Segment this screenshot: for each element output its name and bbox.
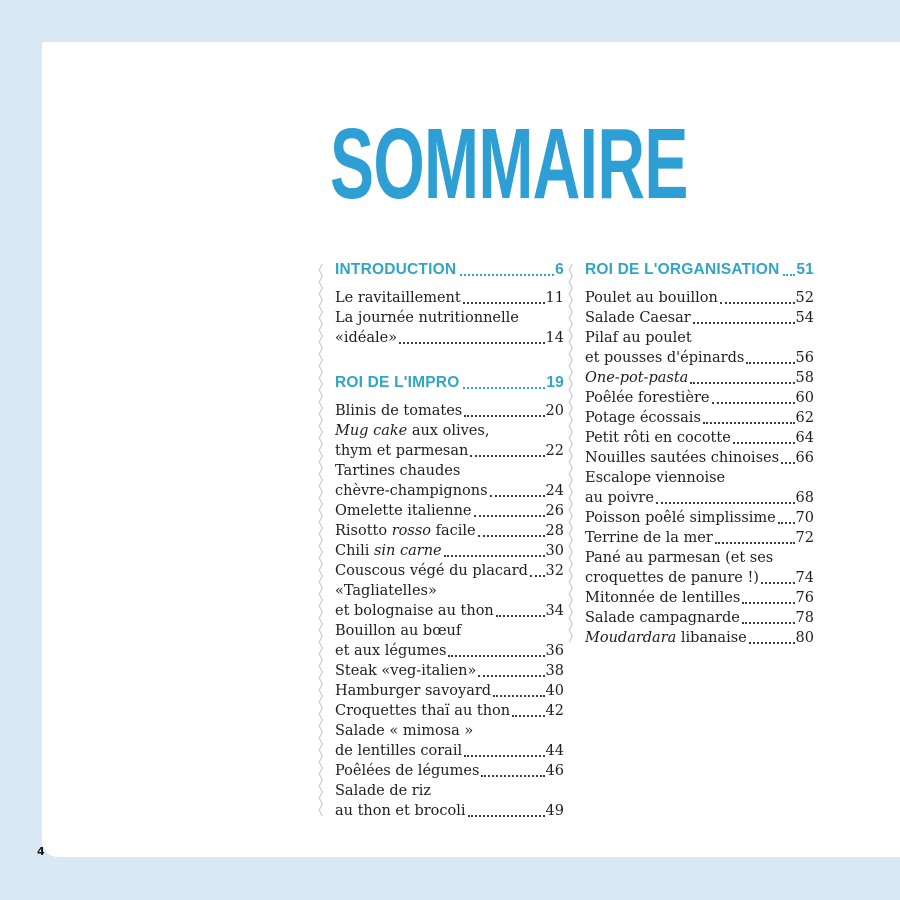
toc-entry <box>335 781 564 821</box>
dot-leader <box>749 642 795 644</box>
toc-entry <box>585 528 814 548</box>
toc-entry-line <box>335 461 564 481</box>
recipe-title: Pilaf au poulet <box>585 330 692 346</box>
section-header <box>585 261 814 279</box>
toc-entry-line <box>585 348 814 368</box>
section-title: ROI DE L'ORGANISATION <box>585 261 780 278</box>
entry-page-ref: 46 <box>545 763 564 779</box>
entry-page-ref: 72 <box>795 530 814 546</box>
entry-page-ref: 60 <box>795 390 814 406</box>
dot-leader <box>496 615 545 617</box>
recipe-title: Mug cake aux olives, <box>335 423 490 439</box>
recipe-title: Tartines chaudes <box>335 463 461 479</box>
recipe-title: et aux légumes <box>335 643 447 659</box>
dot-leader <box>460 274 554 276</box>
dot-leader <box>399 342 544 344</box>
section-title: INTRODUCTION <box>335 261 457 278</box>
dot-leader <box>761 582 795 584</box>
recipe-title: Salade de riz <box>335 783 432 799</box>
toc-entry-line <box>585 468 814 488</box>
dot-leader <box>742 622 795 624</box>
toc-entry-line <box>335 501 564 521</box>
entry-page-ref: 54 <box>795 310 814 326</box>
recipe-title: Chili sin carne <box>335 543 442 559</box>
recipe-title: Couscous végé du placard <box>335 563 528 579</box>
entry-page-ref: 34 <box>545 603 564 619</box>
dot-leader <box>733 442 795 444</box>
toc-entry-line <box>335 761 564 781</box>
dot-leader <box>712 402 795 404</box>
dot-leader <box>703 422 795 424</box>
toc-entry-line <box>335 308 564 328</box>
entry-page-ref: 49 <box>545 803 564 819</box>
entry-page-ref: 44 <box>545 743 564 759</box>
toc-entry-line <box>585 448 814 468</box>
dot-leader <box>468 815 545 817</box>
dot-leader <box>693 322 795 324</box>
toc-entry <box>585 468 814 508</box>
recipe-title: Omelette italienne <box>335 503 472 519</box>
toc-entry-line <box>585 608 814 628</box>
recipe-title: Poulet au bouillon <box>585 290 718 306</box>
entry-page-ref: 56 <box>795 350 814 366</box>
entry-page-ref: 52 <box>795 290 814 306</box>
entry-page-ref: 20 <box>545 403 564 419</box>
entry-page-ref: 26 <box>545 503 564 519</box>
toc-entry-line <box>335 661 564 681</box>
toc-entry-line <box>585 328 814 348</box>
dot-leader <box>444 555 545 557</box>
recipe-title: Steak «veg-italien» <box>335 663 477 679</box>
toc-entry <box>585 628 814 648</box>
recipe-title: au poivre <box>585 490 654 506</box>
recipe-title: Croquettes thaï au thon <box>335 703 511 719</box>
toc-section <box>335 261 564 348</box>
toc-entry <box>585 368 814 388</box>
entry-page-ref: 24 <box>545 483 564 499</box>
toc-entry-line <box>335 701 564 721</box>
toc-section <box>585 261 814 648</box>
toc-entry-line <box>335 481 564 501</box>
entry-page-ref: 74 <box>795 570 814 586</box>
dot-leader <box>720 302 795 304</box>
recipe-title: au thon et brocoli <box>335 803 466 819</box>
entry-page-ref: 78 <box>795 610 814 626</box>
entry-page-ref: 36 <box>545 643 564 659</box>
toc-entry-line <box>585 388 814 408</box>
dot-leader <box>464 755 544 757</box>
recipe-title: et pousses d'épinards <box>585 350 745 366</box>
recipe-title: Poêlées de légumes <box>335 763 480 779</box>
section-page-ref: 19 <box>546 374 564 391</box>
folio-page-number: 4 <box>37 845 45 858</box>
entry-page-ref: 30 <box>545 543 564 559</box>
recipe-title: de lentilles corail <box>335 743 463 759</box>
entry-page-ref: 70 <box>795 510 814 526</box>
recipe-title: Nouilles sautées chinoises <box>585 450 780 466</box>
recipe-title: Salade Caesar <box>585 310 691 326</box>
dot-leader <box>690 382 794 384</box>
dot-leader <box>481 775 544 777</box>
toc-entry-list <box>335 401 564 821</box>
dot-leader <box>463 302 545 304</box>
toc-entry <box>585 608 814 628</box>
recipe-title: Poisson poêlé simplissime <box>585 510 776 526</box>
recipe-title: Hamburger savoyard <box>335 683 492 699</box>
dot-leader <box>715 542 795 544</box>
entry-page-ref: 68 <box>795 490 814 506</box>
toc-entry-line <box>585 628 814 648</box>
dot-leader <box>778 522 795 524</box>
toc-column-right <box>568 261 814 648</box>
toc-column-left <box>318 261 564 821</box>
toc-entry-line <box>335 541 564 561</box>
toc-entry <box>335 761 564 781</box>
entry-page-ref: 28 <box>545 523 564 539</box>
recipe-title: Pané au parmesan (et ses <box>585 550 774 566</box>
toc-entry-line <box>335 288 564 308</box>
toc-entry-line <box>335 401 564 421</box>
recipe-title: Le ravitaillement <box>335 290 461 306</box>
recipe-title: Terrine de la mer <box>585 530 713 546</box>
toc-entry-line <box>335 741 564 761</box>
recipe-title: Poêlée forestière <box>585 390 710 406</box>
toc-entry <box>335 561 564 581</box>
dot-leader <box>530 575 545 577</box>
section-page-ref: 51 <box>796 261 814 278</box>
toc-entry-list <box>585 288 814 648</box>
dot-leader <box>478 535 545 537</box>
entry-page-ref: 80 <box>795 630 814 646</box>
toc-entry-line <box>335 441 564 461</box>
book-page <box>42 42 900 857</box>
toc-entry-line <box>335 721 564 741</box>
entry-page-ref: 64 <box>795 430 814 446</box>
toc-entry <box>335 701 564 721</box>
recipe-title: La journée nutritionnelle <box>335 310 519 326</box>
section-header <box>335 374 564 392</box>
entry-page-ref: 40 <box>545 683 564 699</box>
toc-entry <box>335 621 564 661</box>
entry-page-ref: 58 <box>795 370 814 386</box>
recipe-title: Bouillon au bœuf <box>335 623 462 639</box>
toc-entry <box>585 288 814 308</box>
entry-page-ref: 32 <box>545 563 564 579</box>
dot-leader <box>742 602 794 604</box>
toc-entry <box>335 681 564 701</box>
toc-entry-line <box>335 328 564 348</box>
toc-entry <box>585 548 814 588</box>
dot-leader <box>512 715 544 717</box>
recipe-title: One-pot-pasta <box>585 370 689 386</box>
dot-leader <box>464 415 544 417</box>
toc-entry <box>335 461 564 501</box>
toc-entry <box>585 448 814 468</box>
zigzag-divider <box>318 264 324 818</box>
recipe-title: Potage écossais <box>585 410 701 426</box>
toc-entry-line <box>585 308 814 328</box>
toc-entry-line <box>585 408 814 428</box>
dot-leader <box>490 495 545 497</box>
recipe-title: Moudardara libanaise <box>585 630 747 646</box>
toc-entry-line <box>585 588 814 608</box>
toc-entry-line <box>335 561 564 581</box>
dot-leader <box>474 515 545 517</box>
section-page-ref: 6 <box>555 261 564 278</box>
toc-entry <box>585 388 814 408</box>
dot-leader <box>656 502 795 504</box>
entry-page-ref: 66 <box>795 450 814 466</box>
recipe-title: Salade campagnarde <box>585 610 740 626</box>
dot-leader <box>781 462 795 464</box>
toc-entry-line <box>585 488 814 508</box>
toc-entry-line <box>335 581 564 601</box>
recipe-title: «idéale» <box>335 330 398 346</box>
toc-entry-line <box>585 548 814 568</box>
entry-page-ref: 76 <box>795 590 814 606</box>
toc-entry <box>335 581 564 621</box>
toc-entry <box>335 501 564 521</box>
toc-entry-line <box>585 508 814 528</box>
toc-entry-line <box>585 528 814 548</box>
toc-entry-line <box>335 601 564 621</box>
dot-leader <box>478 675 544 677</box>
toc-entry <box>335 401 564 421</box>
dot-leader <box>493 695 544 697</box>
toc-entry <box>335 288 564 308</box>
toc-entry-line <box>335 781 564 801</box>
toc-entry <box>335 421 564 461</box>
toc-entry-line <box>585 288 814 308</box>
recipe-title: Blinis de tomates <box>335 403 463 419</box>
toc-entry <box>585 308 814 328</box>
entry-page-ref: 22 <box>545 443 564 459</box>
recipe-title: thym et parmesan <box>335 443 469 459</box>
toc-entry-line <box>335 681 564 701</box>
toc-entry-line <box>585 368 814 388</box>
dot-leader <box>783 274 795 276</box>
dot-leader <box>746 362 794 364</box>
toc-entry-line <box>335 421 564 441</box>
toc-entry-line <box>585 428 814 448</box>
recipe-title: Petit rôti en cocotte <box>585 430 731 446</box>
toc-entry-line <box>335 801 564 821</box>
toc-entry <box>335 541 564 561</box>
toc-entry <box>585 428 814 448</box>
toc-entry <box>585 508 814 528</box>
section-title: ROI DE L'IMPRO <box>335 374 460 391</box>
page-title: SOMMAIRE <box>330 108 688 220</box>
entry-page-ref: 62 <box>795 410 814 426</box>
toc-section <box>335 374 564 821</box>
zigzag-divider <box>568 264 574 645</box>
toc-entry-list <box>335 288 564 348</box>
toc-entry-line <box>335 621 564 641</box>
toc-entry <box>585 588 814 608</box>
entry-page-ref: 38 <box>545 663 564 679</box>
toc-entry-line <box>335 641 564 661</box>
toc-entry-line <box>335 521 564 541</box>
toc-entry <box>585 408 814 428</box>
toc-entry <box>335 308 564 348</box>
recipe-title: chèvre-champignons <box>335 483 488 499</box>
entry-page-ref: 11 <box>545 290 564 306</box>
entry-page-ref: 14 <box>545 330 564 346</box>
toc-entry <box>335 521 564 541</box>
recipe-title: Risotto rosso facile <box>335 523 476 539</box>
recipe-title: croquettes de panure !) <box>585 570 759 586</box>
dot-leader <box>448 655 544 657</box>
recipe-title: Mitonnée de lentilles <box>585 590 741 606</box>
dot-leader <box>470 455 544 457</box>
toc-entry-line <box>585 568 814 588</box>
recipe-title: Escalope viennoise <box>585 470 726 486</box>
toc-entry <box>335 721 564 761</box>
toc-entry <box>585 328 814 368</box>
recipe-title: «Tagliatelles» <box>335 583 437 599</box>
section-header <box>335 261 564 279</box>
entry-page-ref: 42 <box>545 703 564 719</box>
toc-entry <box>335 661 564 681</box>
dot-leader <box>463 387 545 389</box>
recipe-title: et bolognaise au thon <box>335 603 494 619</box>
recipe-title: Salade « mimosa » <box>335 723 474 739</box>
